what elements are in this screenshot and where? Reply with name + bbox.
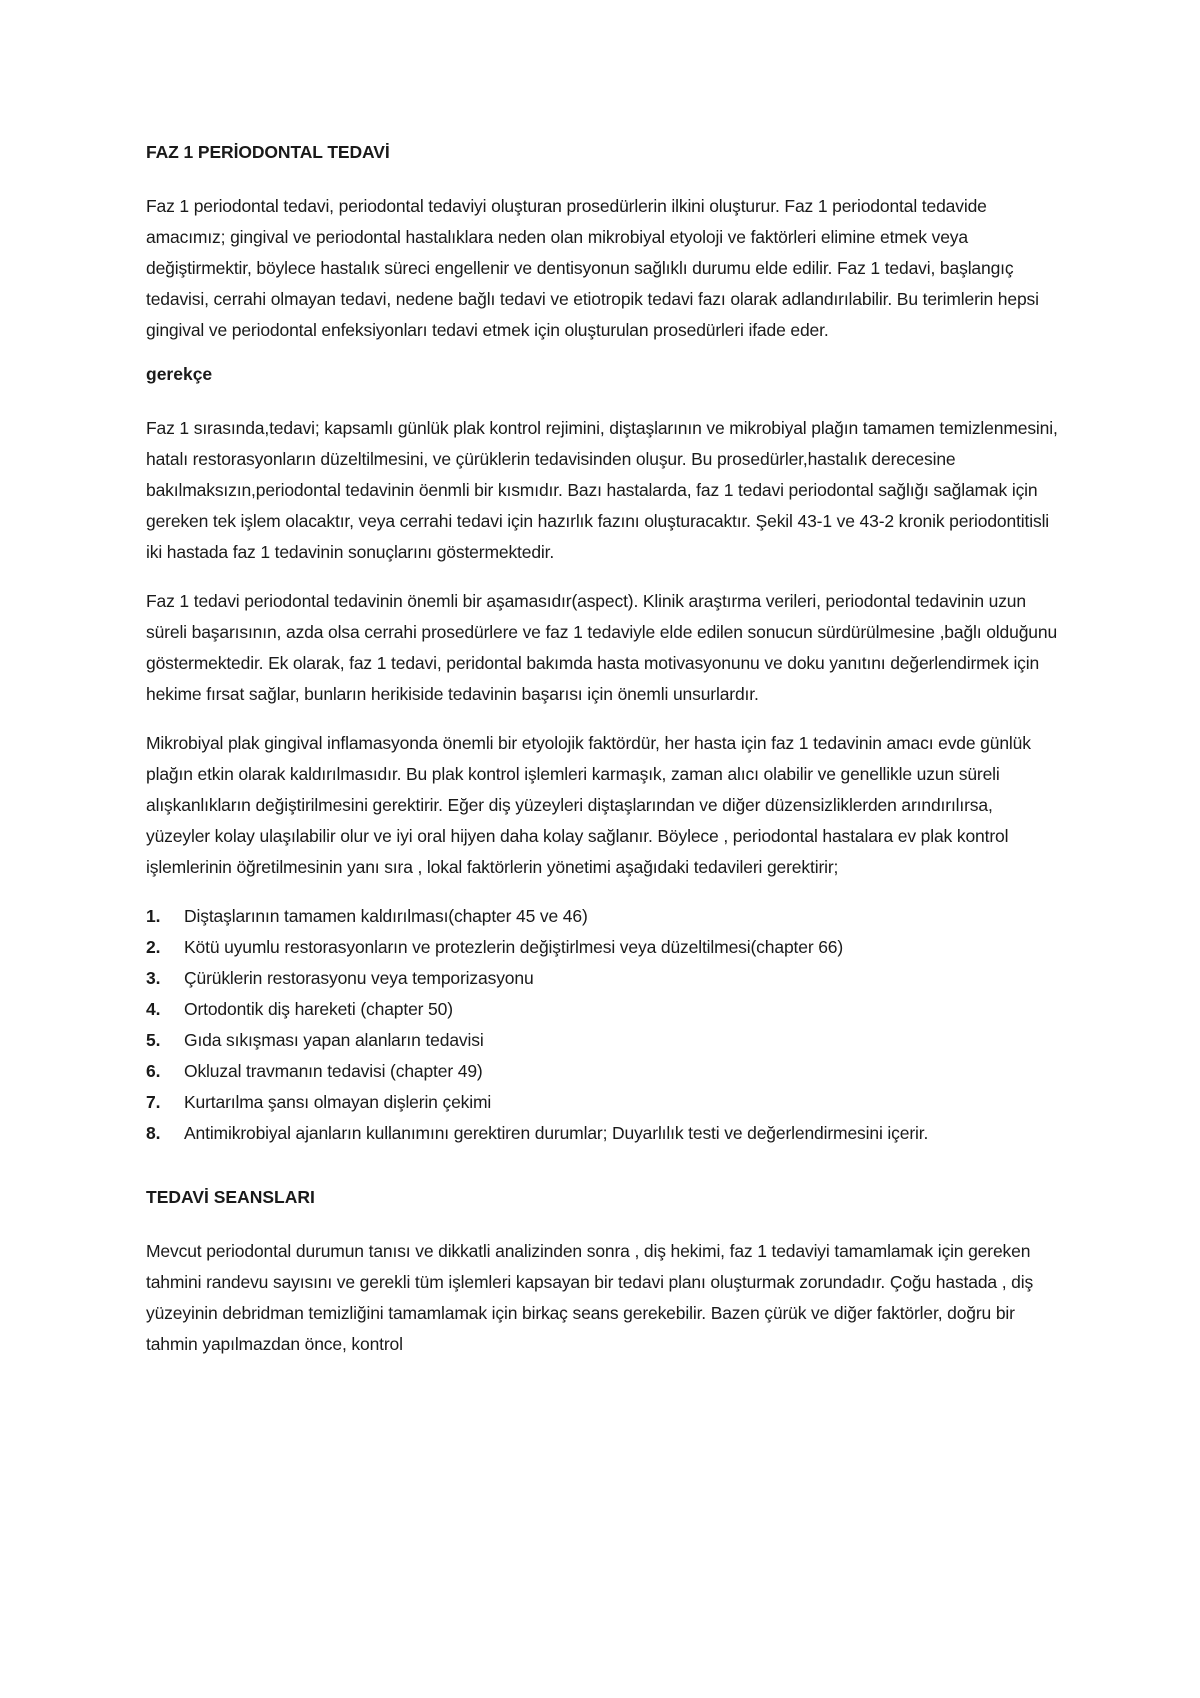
treatment-list bbox=[146, 901, 1060, 1149]
list-item bbox=[146, 1118, 1060, 1149]
list-item-number: 1. bbox=[146, 906, 161, 926]
list-item-number: 7. bbox=[146, 1092, 161, 1112]
list-item-text: Okluzal travmanın tedavisi (chapter 49) bbox=[184, 1061, 483, 1081]
paragraph-intro: Faz 1 periodontal tedavi, periodontal tedaviyi oluşturan prosedürlerin ilkini oluşturur. Faz 1 periodontal tedavide amacımız; gingival ve periodontal hastalıklara neden olan mikrobiyal etyoloji ve faktörleri elimine etmek veya değiştirmektir, böylece hastalık süreci engellenir ve dentisyonun sağlıklı durumu elde edilir. Faz 1 tedavi, başlangıç tedavisi, cerrahi olmayan tedavi, nedene bağlı tedavi ve etiotropik tedavi fazı olarak adlandırılabilir. Bu terimlerin hepsi gingival ve periodontal enfeksiyonları tedavi etmek için oluşturulan prosedürleri ifade eder. bbox=[146, 196, 1039, 340]
list-item bbox=[146, 932, 1060, 963]
paragraph-plaque: Mikrobiyal plak gingival inflamasyonda önemli bir etyolojik faktördür, her hasta için faz 1 tedavinin amacı evde günlük plağın etkin olarak kaldırılmasıdır. Bu plak kontrol işlemleri karmaşık, zaman alıcı olabilir ve genellikle uzun süreli alışkanlıkların değiştirilmesini gerektirir. Eğer diş yüzeyleri diştaşlarından ve diğer düzensizliklerden arındırılırsa, yüzeyler kolay ulaşılabilir olur ve iyi oral hijyen daha kolay sağlanır. Böylece , periodontal hastalara ev plak kontrol işlemlerinin öğretilmesinin yanı sıra , lokal faktörlerin yönetimi aşağıdaki tedavileri gerektirir; bbox=[146, 733, 1031, 877]
list-item-text: Kurtarılma şansı olmayan dişlerin çekimi bbox=[184, 1092, 492, 1112]
list-item-text: Diştaşlarının tamamen kaldırılması(chapter 45 ve 46) bbox=[184, 906, 588, 926]
list-item-number: 3. bbox=[146, 968, 161, 988]
list-item bbox=[146, 963, 1060, 994]
list-item-text: Kötü uyumlu restorasyonların ve protezlerin değiştirlmesi veya düzeltilmesi(chapter 66) bbox=[184, 937, 844, 957]
list-item bbox=[146, 1025, 1060, 1056]
list-item-number: 8. bbox=[146, 1123, 161, 1143]
list-item-number: 6. bbox=[146, 1061, 161, 1081]
list-item-number: 4. bbox=[146, 999, 161, 1019]
list-item bbox=[146, 901, 1060, 932]
paragraph-importance: Faz 1 tedavi periodontal tedavinin önemli bir aşamasıdır(aspect). Klinik araştırma verileri, periodontal tedavinin uzun süreli başarısının, azda olsa cerrahi prosedürlere ve faz 1 tedaviyle elde edilen sonucun sürdürülmesine ,bağlı olduğunu göstermektedir. Ek olarak, faz 1 tedavi, peridontal bakımda hasta motivasyonunu ve doku yanıtını değerlendirmek için hekime fırsat sağlar, bunların herikiside tedavinin başarısı için önemli unsurlardır. bbox=[146, 591, 1058, 704]
list-item bbox=[146, 1056, 1060, 1087]
list-item-text: Antimikrobiyal ajanların kullanımını gerektiren durumlar; Duyarlılık testi ve değerlendirmesini içerir. bbox=[184, 1123, 929, 1143]
heading-seanslar: TEDAVİ SEANSLARI bbox=[146, 1187, 315, 1207]
list-item-number: 5. bbox=[146, 1030, 161, 1050]
list-item-text: Ortodontik diş hareketi (chapter 50) bbox=[184, 999, 453, 1019]
document-title: FAZ 1 PERİODONTAL TEDAVİ bbox=[146, 142, 390, 162]
paragraph-gerekce: Faz 1 sırasında,tedavi; kapsamlı günlük plak kontrol rejimini, diştaşlarının ve mikrobiyal plağın tamamen temizlenmesini, hatalı restorasyonların düzeltilmesini, ve çürüklerin tedavisinden oluşur. Bu prosedürler,hastalık derecesine bakılmaksızın,periodontal tedavinin öenmli bir kısmıdır. Bazı hastalarda, faz 1 tedavi periodontal sağlığı sağlamak için gereken tek işlem olacaktır, veya cerrahi tedavi için hazırlık fazını oluşturacaktır. Şekil 43-1 ve 43-2 kronik periodontitisli iki hastada faz 1 tedavinin sonuçlarını göstermektedir. bbox=[146, 418, 1058, 562]
list-item bbox=[146, 994, 1060, 1025]
list-item-number: 2. bbox=[146, 937, 161, 957]
list-item-text: Gıda sıkışması yapan alanların tedavisi bbox=[184, 1030, 484, 1050]
heading-gerekce: gerekçe bbox=[146, 364, 213, 384]
paragraph-sessions: Mevcut periodontal durumun tanısı ve dikkatli analizinden sonra , diş hekimi, faz 1 tedaviyi tamamlamak için gereken tahmini randevu sayısını ve gerekli tüm işlemleri kapsayan bir tedavi planı oluşturmak zorundadır. Çoğu hastada , diş yüzeyinin debridman temizliğini tamamlamak için birkaç seans gerekebilir. Bazen çürük ve diğer faktörler, doğru bir tahmin yapılmazdan önce, kontrol bbox=[146, 1241, 1034, 1354]
list-item-text: Çürüklerin restorasyonu veya temporizasyonu bbox=[184, 968, 534, 988]
list-item bbox=[146, 1087, 1060, 1118]
